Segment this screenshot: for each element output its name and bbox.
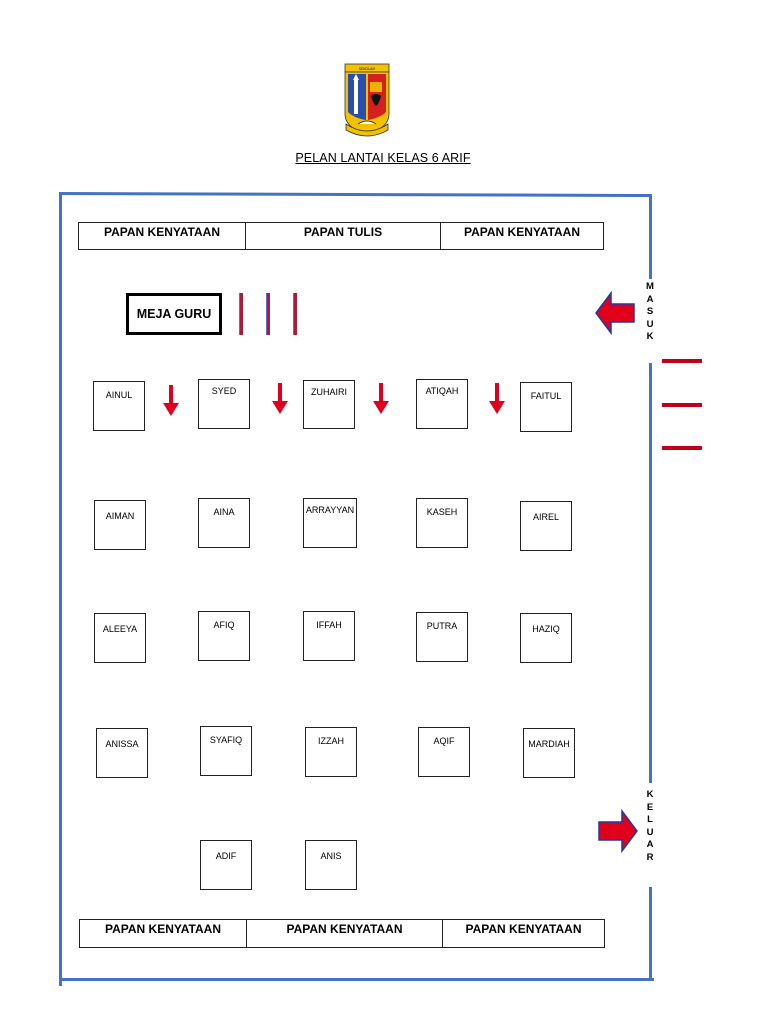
student-desk: PUTRA [416, 612, 468, 662]
school-crest-logo [340, 62, 394, 142]
teacher-desk: MEJA GURU [126, 293, 222, 335]
notice-board: PAPAN KENYATAAN [79, 223, 246, 249]
door-marker [662, 403, 702, 407]
teacher-chair-marker [239, 293, 243, 335]
notice-board: PAPAN KENYATAAN [463, 225, 580, 239]
student-desk: AINUL [93, 381, 145, 431]
bottom-boards [79, 919, 605, 948]
student-desk: AIMAN [94, 500, 146, 550]
room-wall-bottom [60, 978, 654, 981]
student-desk: ADIF [200, 840, 252, 890]
exit-arrow-icon [597, 808, 639, 854]
student-desk: KASEH [416, 498, 468, 548]
student-desk: ARRAYYAN [303, 498, 357, 548]
student-desk: AFIQ [198, 611, 250, 661]
student-desk: ALEEYA [94, 613, 146, 663]
room-wall-right-middle [649, 363, 652, 783]
notice-board: PAPAN KENYATAAN [247, 920, 443, 947]
teacher-chair-marker [293, 293, 297, 335]
down-arrow-icon [373, 383, 389, 415]
room-wall-left [59, 193, 62, 986]
teacher-chair-marker [266, 293, 270, 335]
student-desk: SYED [198, 379, 250, 429]
student-desk: MARDIAH [523, 728, 575, 778]
down-arrow-icon [163, 385, 179, 417]
student-desk: IFFAH [303, 611, 355, 661]
student-desk: AINA [198, 498, 250, 548]
room-wall-top [59, 192, 652, 197]
room-wall-right-bottom [649, 887, 652, 980]
student-desk: ATIQAH [416, 379, 468, 429]
top-boards [78, 222, 604, 250]
student-desk: SYAFIQ [200, 726, 252, 776]
down-arrow-icon [272, 383, 288, 415]
notice-board: PAPAN KENYATAAN [80, 920, 247, 947]
student-desk: IZZAH [305, 727, 357, 777]
entrance-arrow-icon [594, 290, 636, 336]
svg-text:SEKOLAH: SEKOLAH [358, 67, 376, 71]
room-wall-right-top [649, 195, 652, 279]
student-desk: HAZIQ [520, 613, 572, 663]
entrance-label: M A S U K [646, 281, 654, 342]
student-desk: AQIF [418, 727, 470, 777]
door-marker [662, 359, 702, 363]
student-desk: ANISSA [96, 728, 148, 778]
student-desk: ANIS [305, 840, 357, 890]
notice-board: PAPAN KENYATAAN [465, 922, 582, 936]
whiteboard: PAPAN TULIS [246, 223, 441, 249]
page-title: PELAN LANTAI KELAS 6 ARIF [295, 151, 471, 165]
down-arrow-icon [489, 383, 505, 415]
student-desk: FAITUL [520, 382, 572, 432]
student-desk: AIREL [520, 501, 572, 551]
door-marker [662, 446, 702, 450]
student-desk: ZUHAIRI [303, 380, 355, 429]
exit-label: K E L U A R [646, 789, 654, 863]
